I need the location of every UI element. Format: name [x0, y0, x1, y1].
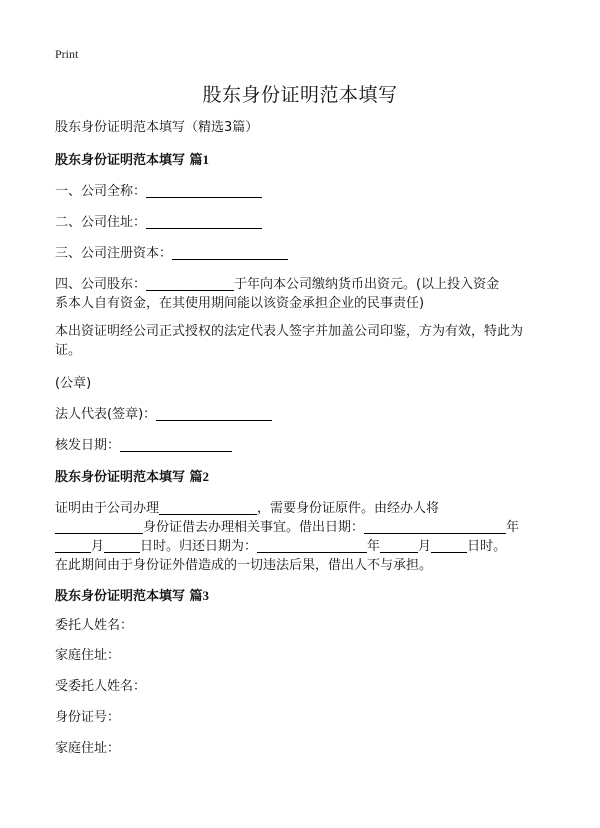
borrow-month-blank[interactable]: [55, 537, 91, 553]
section2-text-p2a: 身份证借去办理相关事宜。借出日期：: [143, 520, 365, 535]
return-year-blank[interactable]: [257, 537, 367, 553]
company-name-label: 一、公司全称：: [55, 184, 147, 199]
section2-heading: [55, 467, 560, 488]
legal-rep-field: [55, 405, 560, 425]
company-address-blank[interactable]: [146, 213, 262, 229]
section2-heading-text: 股东身份证明范本填写 篇: [55, 470, 203, 485]
shareholder-label: 四、公司股东：: [55, 277, 147, 292]
section2-text-year2: 年: [367, 539, 381, 554]
return-month-blank[interactable]: [380, 537, 418, 553]
section3-heading-text: 股东身份证明范本填写 篇: [55, 589, 203, 604]
principal-address-label: 家庭住址：: [55, 648, 121, 663]
section2-heading-number: 2: [202, 469, 210, 484]
company-address-label: 二、公司住址：: [55, 215, 147, 230]
borrow-year-blank[interactable]: [364, 518, 506, 534]
company-address-field: [55, 213, 560, 233]
issue-date-label: 核发日期：: [55, 438, 121, 453]
statement-line-2: 证。: [55, 343, 82, 358]
agent-address-label: 家庭住址：: [55, 741, 121, 756]
section3-heading-number: 3: [202, 588, 210, 603]
page-title: 股东身份证明范本填写: [202, 84, 398, 106]
issue-date-field: [55, 436, 560, 456]
section2-text-return: 日时。归还日期为：: [140, 539, 258, 554]
print-label: Print: [55, 47, 79, 61]
section2-text-p1a: 证明由于公司办理: [55, 501, 160, 516]
company-name-field: [55, 182, 560, 202]
registered-capital-label: 三、公司注册资本：: [55, 246, 173, 261]
borrow-day-blank[interactable]: [104, 537, 140, 553]
legal-rep-blank[interactable]: [156, 405, 272, 421]
id-number-label: 身份证号：: [55, 710, 121, 725]
section2-text-day2: 日时。: [467, 539, 507, 554]
statement-line-1: 本出资证明经公司正式授权的法定代表人签字并加盖公司印鉴，方为有效，特此为: [55, 324, 524, 339]
shareholder-blank[interactable]: [146, 275, 234, 291]
section1-heading: [55, 150, 560, 171]
handler-blank[interactable]: [55, 518, 143, 534]
section2-text-month2: 月: [418, 539, 432, 554]
company-name-blank[interactable]: [146, 182, 262, 198]
business-blank[interactable]: [159, 499, 257, 515]
section1-heading-text: 股东身份证明范本填写 篇: [55, 153, 203, 168]
section2-text-year: 年: [506, 520, 520, 535]
section2-paragraph-line-2: [55, 518, 560, 538]
shareholder-text: 于年向本公司缴纳货币出资元。(以上投入资金: [234, 277, 500, 292]
issue-date-blank[interactable]: [120, 436, 232, 452]
document-subtitle: 股东身份证明范本填写（精选3篇）: [55, 120, 259, 135]
section1-heading-number: 1: [202, 152, 210, 167]
registered-capital-field: [55, 244, 560, 264]
registered-capital-blank[interactable]: [172, 244, 288, 260]
section2-text-month: 月: [91, 539, 105, 554]
shareholder-field: [55, 275, 560, 295]
principal-name-label: 委托人姓名：: [55, 618, 134, 633]
shareholder-text-2: 系本人自有资金，在其使用期间能以该资金承担企业的民事责任): [55, 296, 425, 311]
agent-name-label: 受委托人姓名：: [55, 679, 147, 694]
section2-text-p1b: ，需要身份证原件。由经办人将: [257, 501, 440, 516]
legal-rep-label: 法人代表(签章)：: [55, 407, 157, 422]
section2-paragraph-line-3: [55, 537, 560, 557]
return-day-blank[interactable]: [431, 537, 467, 553]
section3-heading: [55, 586, 560, 607]
seal-label: (公章): [55, 376, 92, 391]
section2-paragraph-line-1: [55, 499, 560, 519]
section2-paragraph-line-4: 在此期间由于身份证外借造成的一切违法后果，借出人不与承担。: [55, 558, 433, 573]
